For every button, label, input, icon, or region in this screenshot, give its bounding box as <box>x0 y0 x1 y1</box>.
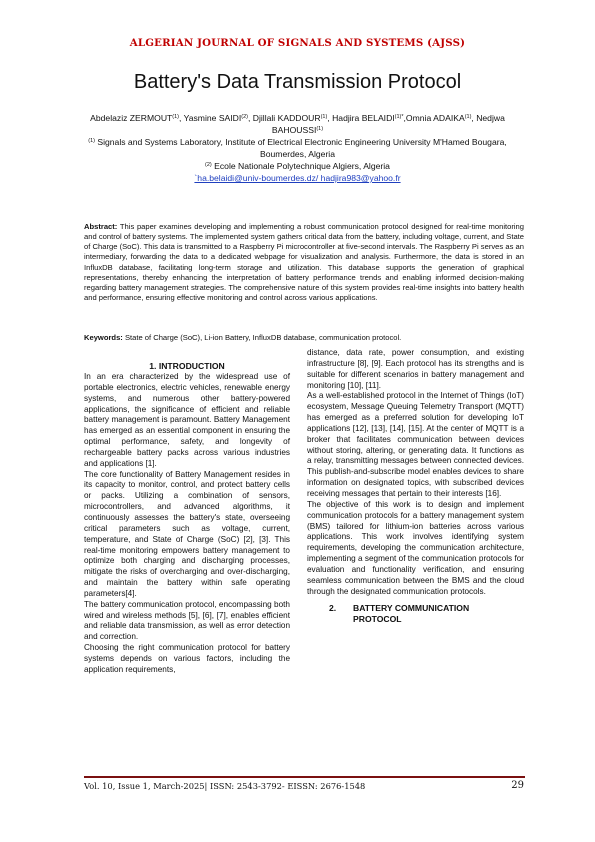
author-sup: (2) <box>241 114 248 120</box>
keywords-label: Keywords: <box>84 333 123 342</box>
paragraph: In an era characterized by the widespread use of portable electronics, electric vehicles, renewable energy systems, and numerous other battery-powered applications, the significance of efficient and reliable battery management is paramount. Battery Management has emerged as an essential component in ensuring the optimal performance, safety, and longevity of rechargeable battery packs across various industries and applications [1]. <box>84 372 290 468</box>
affiliation-text: Ecole Nationale Polytechnique Algiers, Algeria <box>211 161 390 171</box>
author-name: ,Omnia ADAIKA <box>403 113 465 123</box>
paragraph: As a well-established protocol in the Internet of Things (IoT) ecosystem, Message Queuing Telemetry Transport (MQTT) has emerged as a preferred solution for developing IoT applications [12], [13], [14], [15]. At the center of MQTT is a broker that facilitates communication between devices without storing, altering, or generating data. It functions as a relay, transmitting messages between connected devices. This publish-and-subscribe model enables devices to share information on designated topics, with subscribed devices receiving messages that pertain to their interests [16]. <box>307 391 524 498</box>
page-number: 29 <box>511 780 524 791</box>
right-column <box>307 348 524 625</box>
section-heading-introduction: 1. INTRODUCTION <box>149 361 225 371</box>
author-block <box>80 112 515 184</box>
author-name: , Hadjira BELAIDI <box>327 113 395 123</box>
paragraph: The battery communication protocol, encompassing both wired and wireless methods [5], [6], [7], enables efficient and reliable data transmission, as well as error detection and correction. <box>84 599 290 642</box>
author-name: , Nedjwa BAHOUSSI <box>271 113 505 135</box>
affiliation-1 <box>80 136 515 160</box>
left-column <box>84 348 290 676</box>
paper-title: Battery's Data Transmission Protocol <box>133 71 462 93</box>
author-sup: (1) <box>172 114 180 120</box>
abstract-text: This paper examines developing and implementing a robust communication protocol designed for real-time monitoring and control of battery systems. The implemented system gathers critical data from the battery, including voltage, current, and State of Charge (SoC). This data is transmitted to a Raspberry Pi microcontroller at five-second intervals. The Raspberry Pi serves as an intermediary, forwarding the data to a dedicated webpage for visualization and analysis. Furthermore, the data is stored in an InfluxDB database, facilitating long-term storage and utilization. This database supports the generation of graphical representations, thereby enhancing the interpretation of battery performance trends and enabling informed decision-making regarding battery management strategies. The comprehensive nature of this system provides real-time insights into battery health and performance, ensuring effective monitoring and control across various applications. <box>84 222 524 303</box>
affiliation-text: Signals and Systems Laboratory, Institute of Electrical Electronic Engineering University M'Hamed Bougara, Boumerdes, Algeria <box>94 137 507 159</box>
abstract <box>84 222 524 303</box>
footer-citation: Vol. 10, Issue 1, March-2025| ISSN: 2543-3792- EISSN: 2676-1548 <box>84 781 366 791</box>
author-sup: (1) <box>320 114 328 120</box>
section-heading-battery-protocol <box>307 597 524 625</box>
keywords <box>84 333 524 343</box>
footer-divider <box>84 776 525 778</box>
paragraph: The objective of this work is to design and implement communication protocols for a battery management system (BMS) tailored for lithium-ion batteries across various applications. This work involves identifying system requirements, developing the communication architecture, implementing a segment of the communication protocols for evaluation and functionality verification, and ensuring seamless communication between the BMS and the cloud through the designated communication protocols. <box>307 499 524 596</box>
email-line <box>80 172 515 184</box>
section-title: BATTERY COMMUNICATION PROTOCOL <box>353 603 470 625</box>
abstract-label: Abstract: <box>84 222 118 231</box>
affiliation-sup: (2) <box>205 162 212 168</box>
author-name: , Yasmine SAIDI <box>179 113 242 123</box>
paragraph: Choosing the right communication protocol for battery systems depends on various factors, including the application requirements, <box>84 643 290 674</box>
email-link[interactable]: `ha.belaidi@univ-boumerdes.dz/ hadjira983@yahoo.fr <box>194 173 401 183</box>
section-number: 2. <box>329 603 337 614</box>
author-sup: (1) <box>316 126 324 132</box>
paragraph: distance, data rate, power consumption, and existing infrastructure [8], [9]. Each protocol has its strengths and is suitable for different scenarios in battery management and monitoring [10], [11]. <box>307 348 524 390</box>
journal-header: ALGERIAN JOURNAL OF SIGNALS AND SYSTEMS (AJSS) <box>129 37 466 49</box>
affiliation-2 <box>80 160 515 172</box>
author-name: , Djillali KADDOUR <box>248 113 321 123</box>
author-name: Abdelaziz ZERMOUT <box>90 113 173 123</box>
author-sup: (1) <box>464 114 472 120</box>
paragraph: The core functionality of Battery Management resides in its capacity to monitor, control, and protect battery cells or packs. Utilizing a combination of sensors, microcontrollers, and advanced algorithms, it continuously assesses the battery's state, overseeing critical parameters such as voltage, current, temperature, and State of Charge (SoC) [2], [3]. This real-time monitoring empowers battery management to optimize both charging and discharging processes, mitigate the risks of overcharging and over-discharging, and maintain the battery within safe operating parameters[4]. <box>84 469 290 598</box>
keywords-text: State of Charge (SoC), Li-ion Battery, InfluxDB database, communication protocol. <box>122 333 402 342</box>
author-sup: (1)* <box>394 114 404 120</box>
affiliation-sup: (1) <box>88 138 95 144</box>
